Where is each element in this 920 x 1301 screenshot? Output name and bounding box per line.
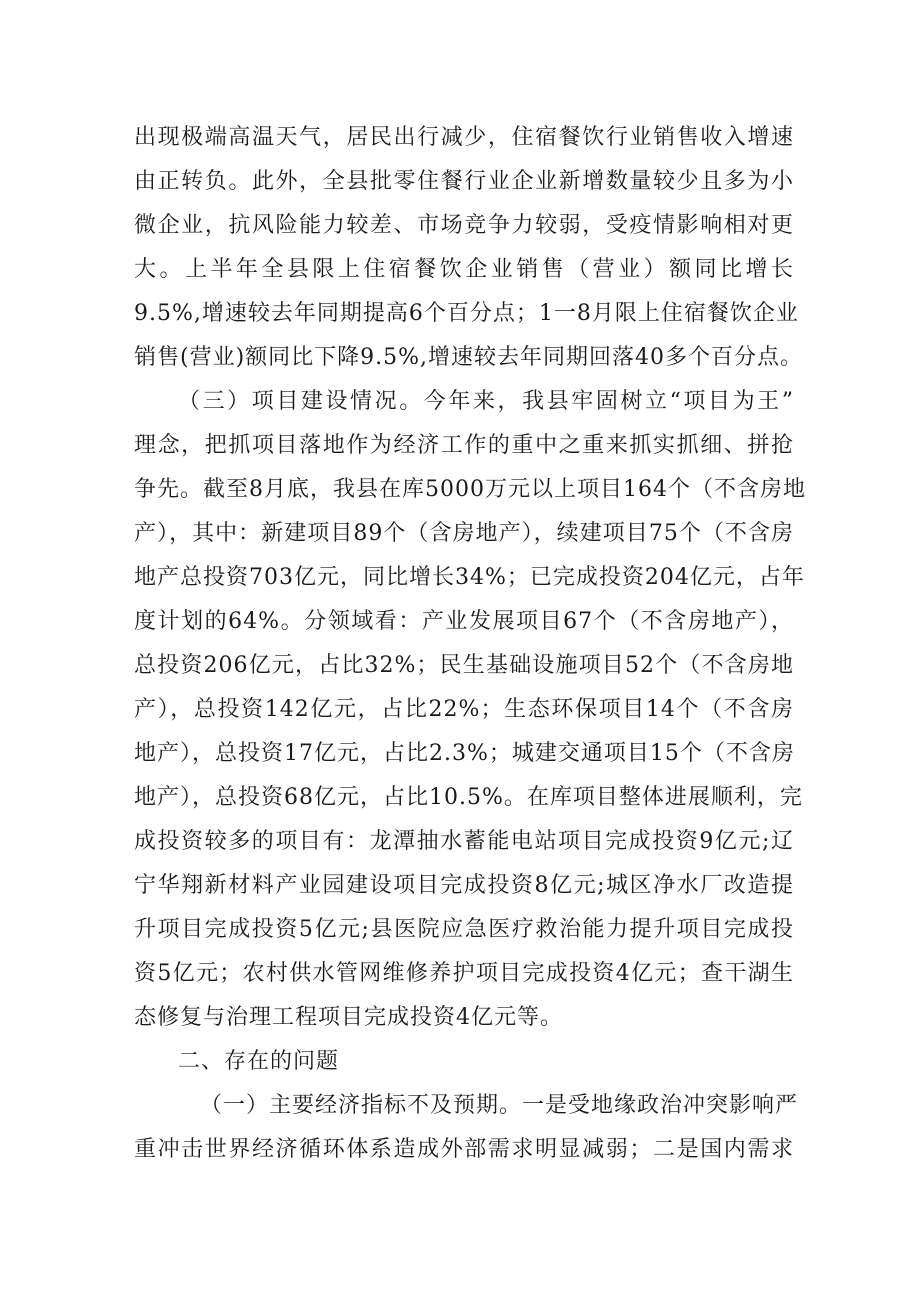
body-text-line: 出现极端高温天气，居民出行减少，住宿餐饮行业销售收入增速 (134, 125, 794, 150)
body-text-line: 微企业，抗风险能力较差、市场竞争力较弱，受疫情影响相对更 (134, 213, 794, 238)
body-text-line: 9.5%,增速较去年同期提高6个百分点；1一8月限上住宿餐饮企业 (134, 301, 799, 326)
body-text-line: 大。上半年全县限上住宿餐饮企业销售（营业）额同比增长 (134, 257, 794, 282)
body-text-line: 销售(营业)额同比下降9.5%,增速较去年同期回落40多个百分点。 (134, 345, 804, 370)
body-text-line: 升项目完成投资5亿元;县医院应急医疗救治能力提升项目完成投 (134, 917, 794, 942)
body-text-line: 争先。截至8月底，我县在库5000万元以上项目164个（不含房地 (134, 477, 806, 502)
body-text-line: 资5亿元；农村供水管网维修养护项目完成投资4亿元；查干湖生 (134, 961, 794, 986)
body-text-line: 产），总投资142亿元，占比22%；生态环保项目14个（不含房 (134, 697, 794, 722)
body-text-line: 地产），总投资68亿元，占比10.5%。在库项目整体进展顺利，完 (134, 785, 803, 810)
body-text-line: 成投资较多的项目有：龙潭抽水蓄能电站项目完成投资9亿元;辽 (134, 829, 794, 854)
body-text-line: 理念，把抓项目落地作为经济工作的重中之重来抓实抓细、拼抢 (134, 433, 794, 458)
section-heading: 二、存在的问题 (178, 1049, 340, 1074)
body-text-line: 由正转负。此外，全县批零住餐行业企业新增数量较少且多为小 (134, 169, 794, 194)
body-text-line: 宁华翔新材料产业园建设项目完成投资8亿元;城区净水厂改造提 (134, 873, 794, 898)
body-text-line: 度计划的64%。分领域看：产业发展项目67个（不含房地产）， (134, 609, 794, 634)
body-text-line: 重冲击世界经济循环体系造成外部需求明显减弱；二是国内需求 (134, 1137, 794, 1162)
body-text-line: 态修复与治理工程项目完成投资4亿元等。 (134, 1005, 563, 1030)
body-text-line: 地产总投资703亿元，同比增长34%；已完成投资204亿元，占年 (134, 565, 805, 590)
section-heading-line: （三）项目建设情况。今年来，我县牢固树立“项目为王” (178, 389, 794, 414)
body-text-line: 地产），总投资17亿元，占比2.3%；城建交通项目15个（不含房 (134, 741, 795, 766)
subsection-heading-line: （一）主要经济指标不及预期。一是受地缘政治冲突影响严 (200, 1093, 799, 1118)
body-text-line: 产），其中：新建项目89个（含房地产），续建项目75个（不含房 (134, 521, 794, 546)
body-text-line: 总投资206亿元，占比32%；民生基础设施项目52个（不含房地 (134, 653, 794, 678)
